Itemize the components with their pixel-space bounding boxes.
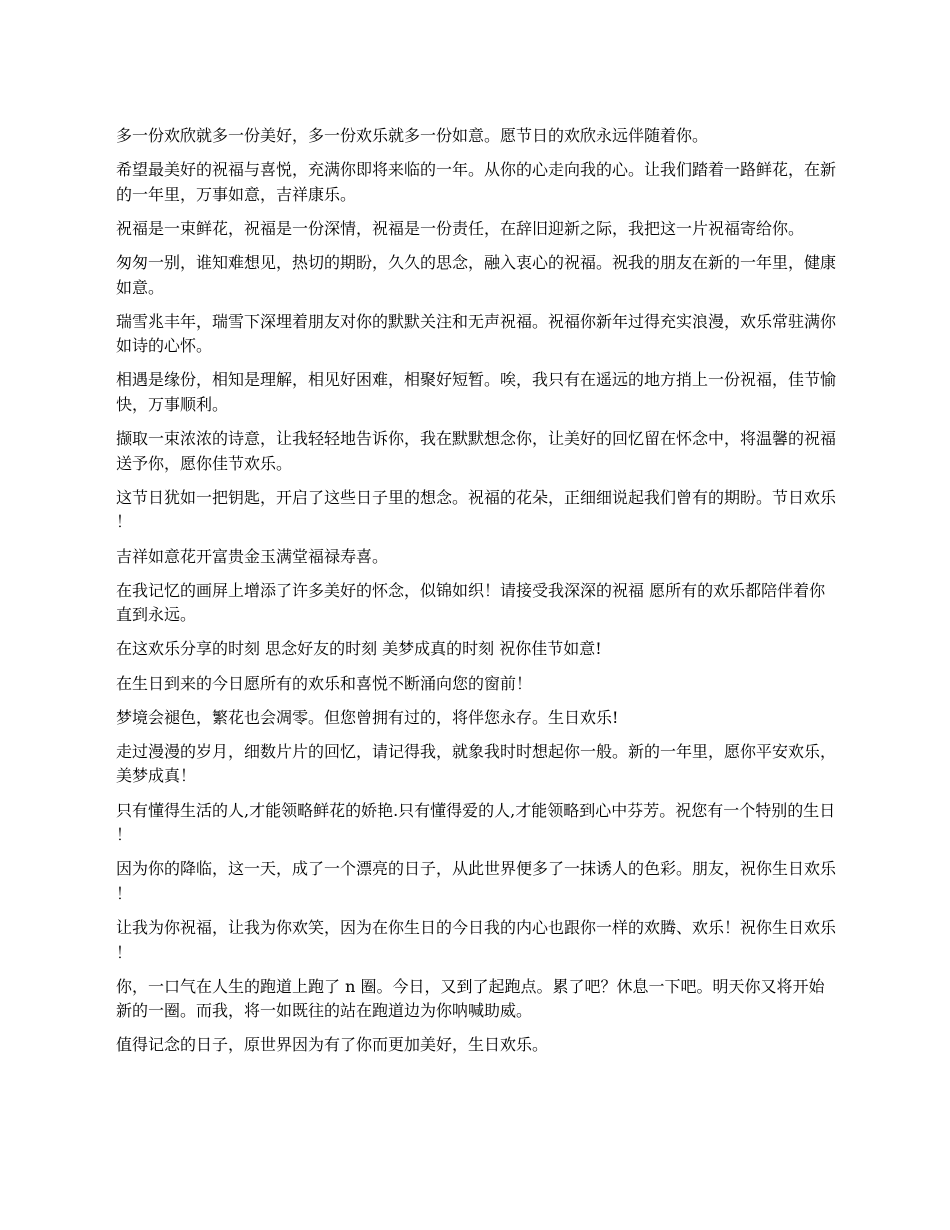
paragraph: 只有懂得生活的人,才能领略鲜花的娇艳.只有懂得爱的人,才能领略到心中芬芳。祝您有一个特别的生日！ — [116, 800, 836, 845]
paragraph: 让我为你祝福，让我为你欢笑，因为在你生日的今日我的内心也跟你一样的欢腾、欢乐！祝你生日欢乐！ — [116, 918, 837, 962]
paragraph: 相遇是缘份，相知是理解，相见好困难，相聚好短暂。唉，我只有在遥远的地方捎上一份祝福，佳节愉快，万事顺利。 — [116, 370, 837, 414]
paragraph: 值得记念的日子，原世界因为有了你而更加美好，生日欢乐。 — [116, 1035, 549, 1055]
paragraph: 在这欢乐分享的时刻 思念好友的时刻 美梦成真的时刻 祝你佳节如意! — [116, 639, 602, 659]
paragraph: 吉祥如意花开富贵金玉满堂福禄寿喜。 — [116, 546, 389, 566]
paragraph: 希望最美好的祝福与喜悦，充满你即将来临的一年。从你的心走向我的心。让我们踏着一路鲜花，在新的一年里，万事如意，吉祥康乐。 — [116, 160, 837, 204]
paragraph: 撷取一束浓浓的诗意，让我轻轻地告诉你，我在默默想念你，让美好的回忆留在怀念中，将温馨的祝福送予你，愿你佳节欢乐。 — [116, 429, 837, 473]
paragraph: 祝福是一束鲜花，祝福是一份深情，祝福是一份责任，在辞旧迎新之际，我把这一片祝福寄给你。 — [116, 218, 805, 238]
paragraph: 多一份欢欣就多一份美好，多一份欢乐就多一份如意。愿节日的欢欣永远伴随着你。 — [116, 126, 709, 145]
paragraph: 在生日到来的今日愿所有的欢乐和喜悦不断涌向您的窗前！ — [116, 673, 533, 693]
paragraph: 你，一口气在人生的跑道上跑了 n 圈。今日，又到了起跑点。累了吧？休息一下吧。明天你又将开始新的一圈。而我，将一如既往的站在跑道边为你呐喊助威。 — [116, 976, 825, 1021]
paragraph: 在我记忆的画屏上增添了许多美好的怀念，似锦如织！请接受我深深的祝福 愿所有的欢乐都陪伴着你直到永远。 — [116, 580, 826, 625]
paragraph: 匆匆一别，谁知难想见，热切的期盼，久久的思念，融入衷心的祝福。祝我的朋友在新的一年里，健康如意。 — [116, 253, 837, 297]
paragraph: 这节日犹如一把钥匙，开启了这些日子里的想念。祝福的花朵，正细细说起我们曾有的期盼。节日欢乐！ — [116, 487, 837, 532]
paragraph: 梦境会褪色，繁花也会凋零。但您曾拥有过的，将伴您永存。生日欢乐! — [116, 707, 619, 727]
paragraph: 因为你的降临，这一天，成了一个漂亮的日子，从此世界便多了一抹诱人的色彩。朋友，祝你生日欢乐！ — [116, 859, 837, 903]
paragraph: 走过漫漫的岁月，细数片片的回忆，请记得我，就象我时时想起你一般。新的一年里，愿你平安欢乐，美梦成真！ — [116, 741, 837, 786]
paragraph: 瑞雪兆丰年，瑞雪下深埋着朋友对你的默默关注和无声祝福。祝福你新年过得充实浪漫，欢乐常驻满你如诗的心怀。 — [116, 311, 837, 356]
document-body — [116, 124, 840, 1068]
